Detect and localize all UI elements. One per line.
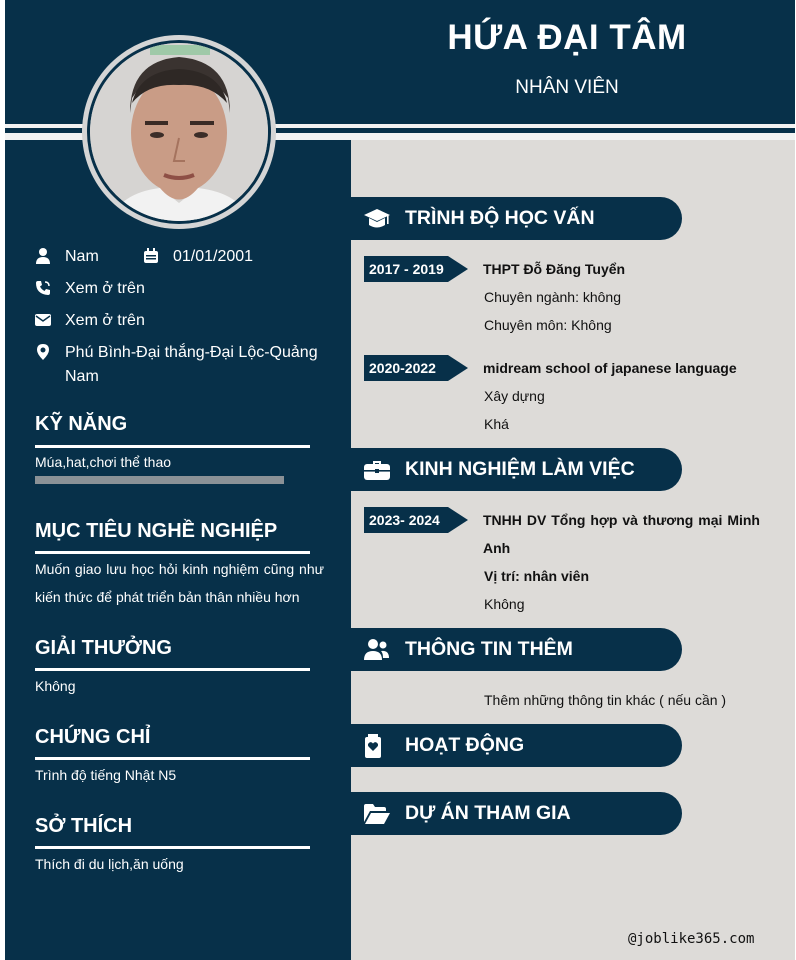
skill-name: Múa,hat,chơi thể thao: [35, 454, 172, 470]
folder-open-icon: [364, 802, 390, 826]
date-arrow: [448, 507, 468, 533]
section-divider: [35, 846, 310, 849]
section-divider: [35, 757, 310, 760]
watermark-text: @joblike365.com: [628, 931, 755, 947]
activities-title: HOẠT ĐỘNG: [405, 734, 525, 756]
users-icon: [364, 638, 390, 662]
more-info-text: Thêm những thông tin khác ( nếu cần ): [484, 692, 727, 708]
education-detail: Khá: [484, 416, 509, 432]
address-line: Phú Bình-Đại thắng-Đại Lộc-Quảng: [65, 344, 318, 361]
date-arrow: [448, 355, 468, 381]
badge-icon: [364, 734, 390, 758]
education-date: 2020-2022: [364, 355, 448, 381]
experience-company: TNHH DV Tổng hợp và thương mại Minh: [483, 512, 760, 528]
experience-header: [351, 448, 682, 491]
birthdate-value: 01/01/2001: [173, 248, 254, 265]
user-icon: [35, 248, 51, 264]
phone-icon: [35, 280, 51, 296]
education-school: midream school of japanese language: [483, 360, 737, 376]
education-date: 2017 - 2019: [364, 256, 448, 282]
education-header: [351, 197, 682, 240]
skills-heading: KỸ NĂNG: [35, 413, 128, 435]
certificates-text: Trình độ tiếng Nhật N5: [35, 767, 177, 783]
map-pin-icon: [35, 344, 51, 360]
objective-text: Muốn giao lưu học hỏi kinh nghiệm cũng như: [35, 561, 324, 577]
activities-header: [351, 724, 682, 767]
job-title: NHÂN VIÊN: [515, 77, 619, 98]
education-major: Xây dựng: [484, 388, 545, 404]
experience-title: KINH NGHIỆM LÀM VIỆC: [405, 458, 635, 480]
education-detail: Chuyên môn: Không: [484, 317, 612, 333]
skill-level-bar: [35, 476, 284, 484]
awards-text: Không: [35, 678, 76, 694]
email-value: Xem ở trên: [65, 312, 145, 329]
resume-page: [5, 0, 795, 960]
graduation-cap-icon: [364, 207, 390, 231]
avatar: [90, 43, 268, 221]
section-divider: [35, 445, 310, 448]
briefcase-icon: [364, 458, 390, 482]
hobbies-heading: SỞ THÍCH: [35, 815, 133, 837]
awards-heading: GIẢI THƯỞNG: [35, 637, 172, 659]
section-divider: [35, 668, 310, 671]
phone-value: Xem ở trên: [65, 280, 145, 297]
education-title: TRÌNH ĐỘ HỌC VẤN: [405, 207, 595, 229]
education-major: Chuyên ngành: không: [484, 289, 621, 305]
envelope-icon: [35, 312, 51, 328]
objective-heading: MỤC TIÊU NGHỀ NGHIỆP: [35, 520, 278, 542]
experience-detail: Không: [484, 596, 525, 612]
hobbies-text: Thích đi du lịch,ăn uống: [35, 856, 184, 872]
more-info-header: [351, 628, 682, 671]
objective-text: kiến thức để phát triển bản thân nhiều hơn: [35, 589, 300, 605]
projects-header: [351, 792, 682, 835]
gender-value: Nam: [65, 248, 99, 265]
experience-position: Vị trí: nhân viên: [484, 568, 590, 584]
more-info-title: THÔNG TIN THÊM: [405, 638, 573, 660]
address-line: Nam: [65, 368, 99, 385]
certificates-heading: CHỨNG CHỈ: [35, 726, 151, 748]
date-arrow: [448, 256, 468, 282]
section-divider: [35, 551, 310, 554]
candidate-name: HỨA ĐẠI TÂM: [447, 18, 687, 57]
experience-company: Anh: [483, 540, 511, 556]
experience-date: 2023- 2024: [364, 507, 448, 533]
calendar-icon: [143, 248, 159, 264]
education-school: THPT Đỗ Đăng Tuyển: [483, 261, 626, 277]
projects-title: DỰ ÁN THAM GIA: [405, 802, 571, 824]
